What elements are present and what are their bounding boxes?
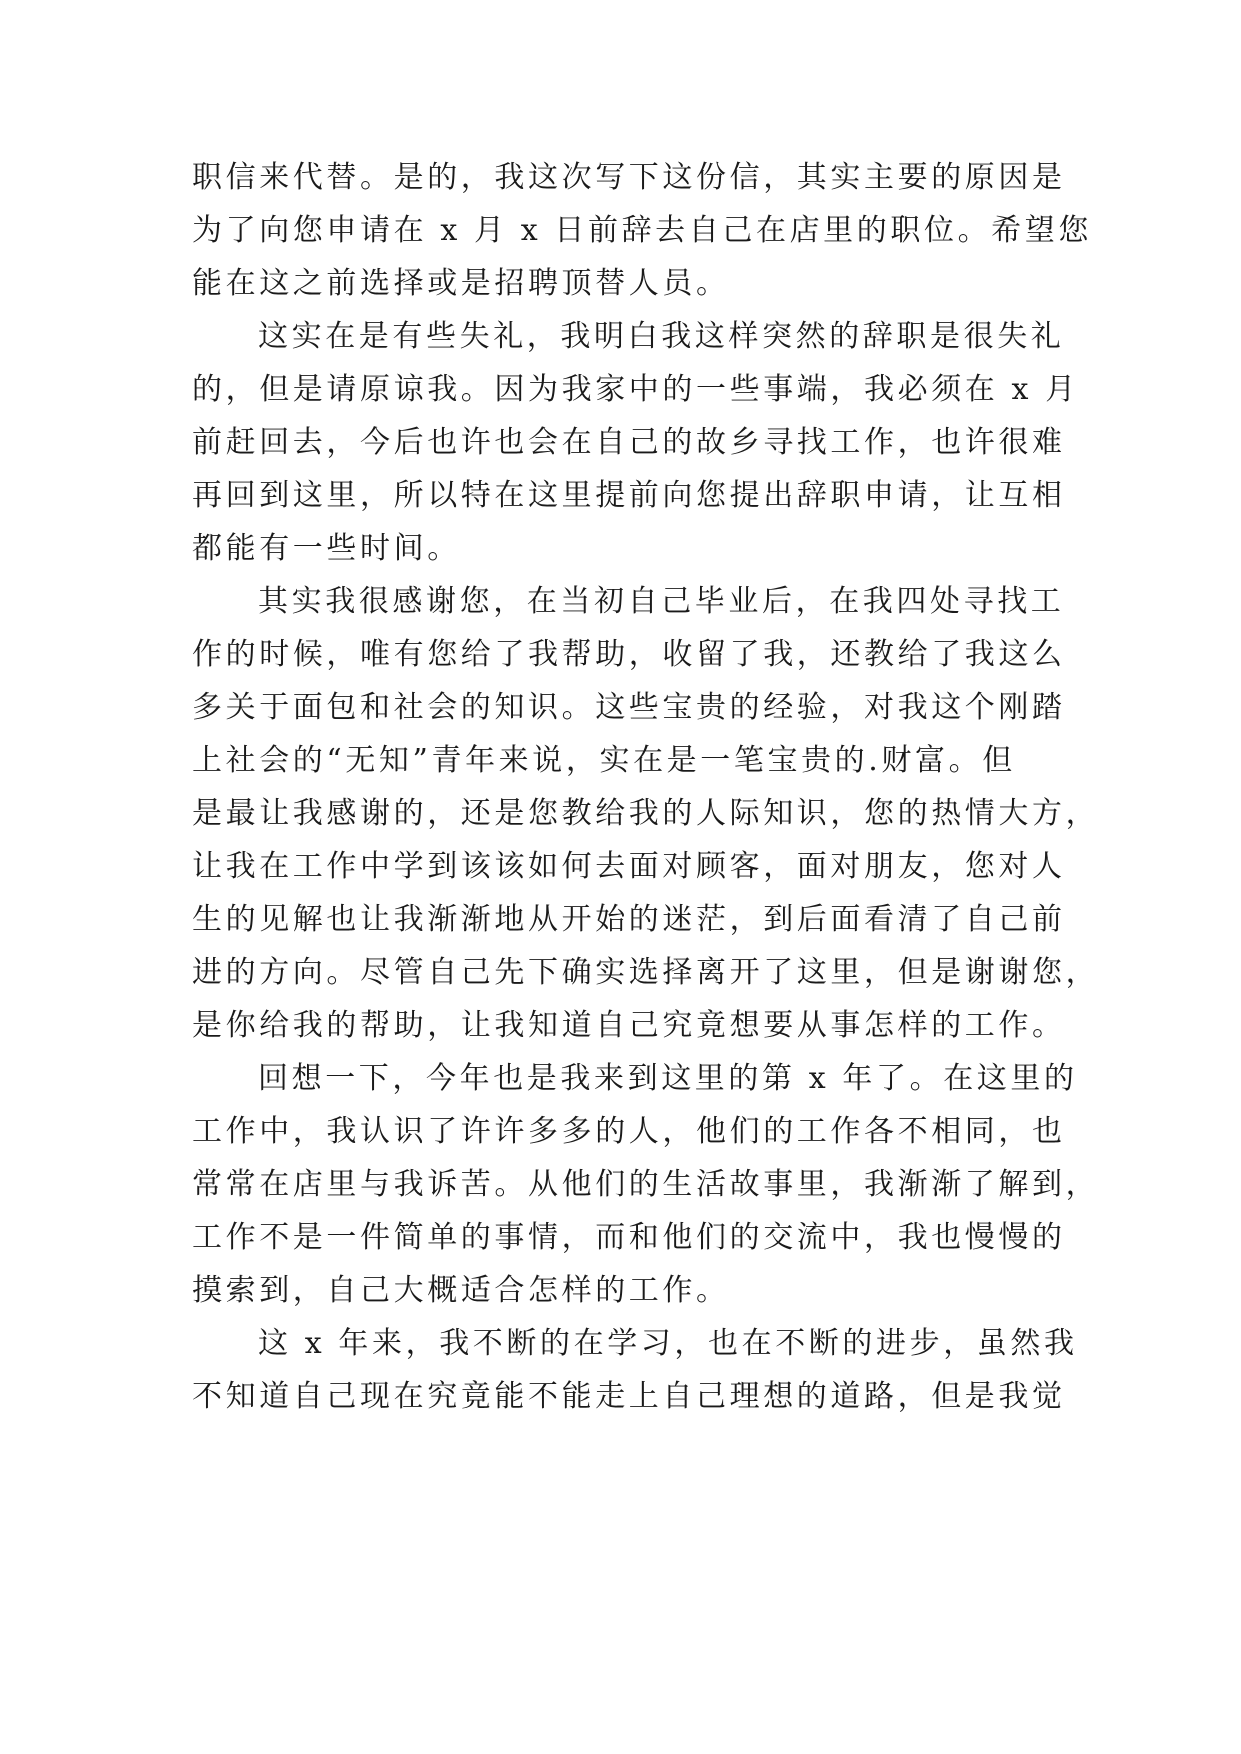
paragraph-start-line: 这实在是有些失礼，我明白我这样突然的辞职是很失礼 [258, 319, 1065, 354]
text-line: 都能有一些时间。 [192, 531, 461, 566]
text-line: 前赶回去，今后也许也会在自己的故乡寻找工作，也许很难 [192, 425, 1066, 460]
text-line: 工作不是一件简单的事情，而和他们的交流中，我也慢慢的 [192, 1220, 1066, 1255]
paragraph-start-line: 回想一下，今年也是我来到这里的第 x 年了。在这里的 [258, 1061, 1078, 1096]
text-line: 为了向您申请在 x 月 x 日前辞去自己在店里的职位。希望您 [192, 213, 1092, 248]
text-line: 生的见解也让我渐渐地从开始的迷茫，到后面看清了自己前 [192, 902, 1066, 937]
text-line: 工作中，我认识了许许多多的人，他们的工作各不相同，也 [192, 1114, 1066, 1149]
text-line: 是最让我感谢的，还是您教给我的人际知识，您的热情大方， [192, 796, 1100, 831]
text-line: 作的时候，唯有您给了我帮助，收留了我，还教给了我这么 [192, 637, 1066, 672]
paragraph-start-line: 其实我很感谢您，在当初自己毕业后，在我四处寻找工 [258, 584, 1065, 619]
paragraph-start-line: 这 x 年来，我不断的在学习，也在不断的进步，虽然我 [258, 1326, 1078, 1361]
text-line: 再回到这里，所以特在这里提前向您提出辞职申请，让互相 [192, 478, 1066, 513]
text-line: 多关于面包和社会的知识。这些宝贵的经验，对我这个刚踏 [192, 690, 1066, 725]
text-line: 能在这之前选择或是招聘顶替人员。 [192, 266, 730, 301]
text-line: 让我在工作中学到该该如何去面对顾客，面对朋友，您对人 [192, 849, 1066, 884]
text-line: 上社会的“无知”青年来说，实在是一笔宝贵的.财富。但 [192, 743, 1016, 778]
text-line: 的，但是请原谅我。因为我家中的一些事端，我必须在 x 月 [192, 372, 1079, 407]
text-line: 是你给我的帮助，让我知道自己究竟想要从事怎样的工作。 [192, 1008, 1066, 1043]
text-line: 不知道自己现在究竟能不能走上自己理想的道路，但是我觉 [192, 1379, 1066, 1414]
text-line: 常常在店里与我诉苦。从他们的生活故事里，我渐渐了解到， [192, 1167, 1100, 1202]
text-line: 职信来代替。是的，我这次写下这份信，其实主要的原因是 [192, 160, 1066, 195]
text-line: 摸索到，自己大概适合怎样的工作。 [192, 1273, 730, 1308]
text-line: 进的方向。尽管自己先下确实选择离开了这里，但是谢谢您， [192, 955, 1100, 990]
